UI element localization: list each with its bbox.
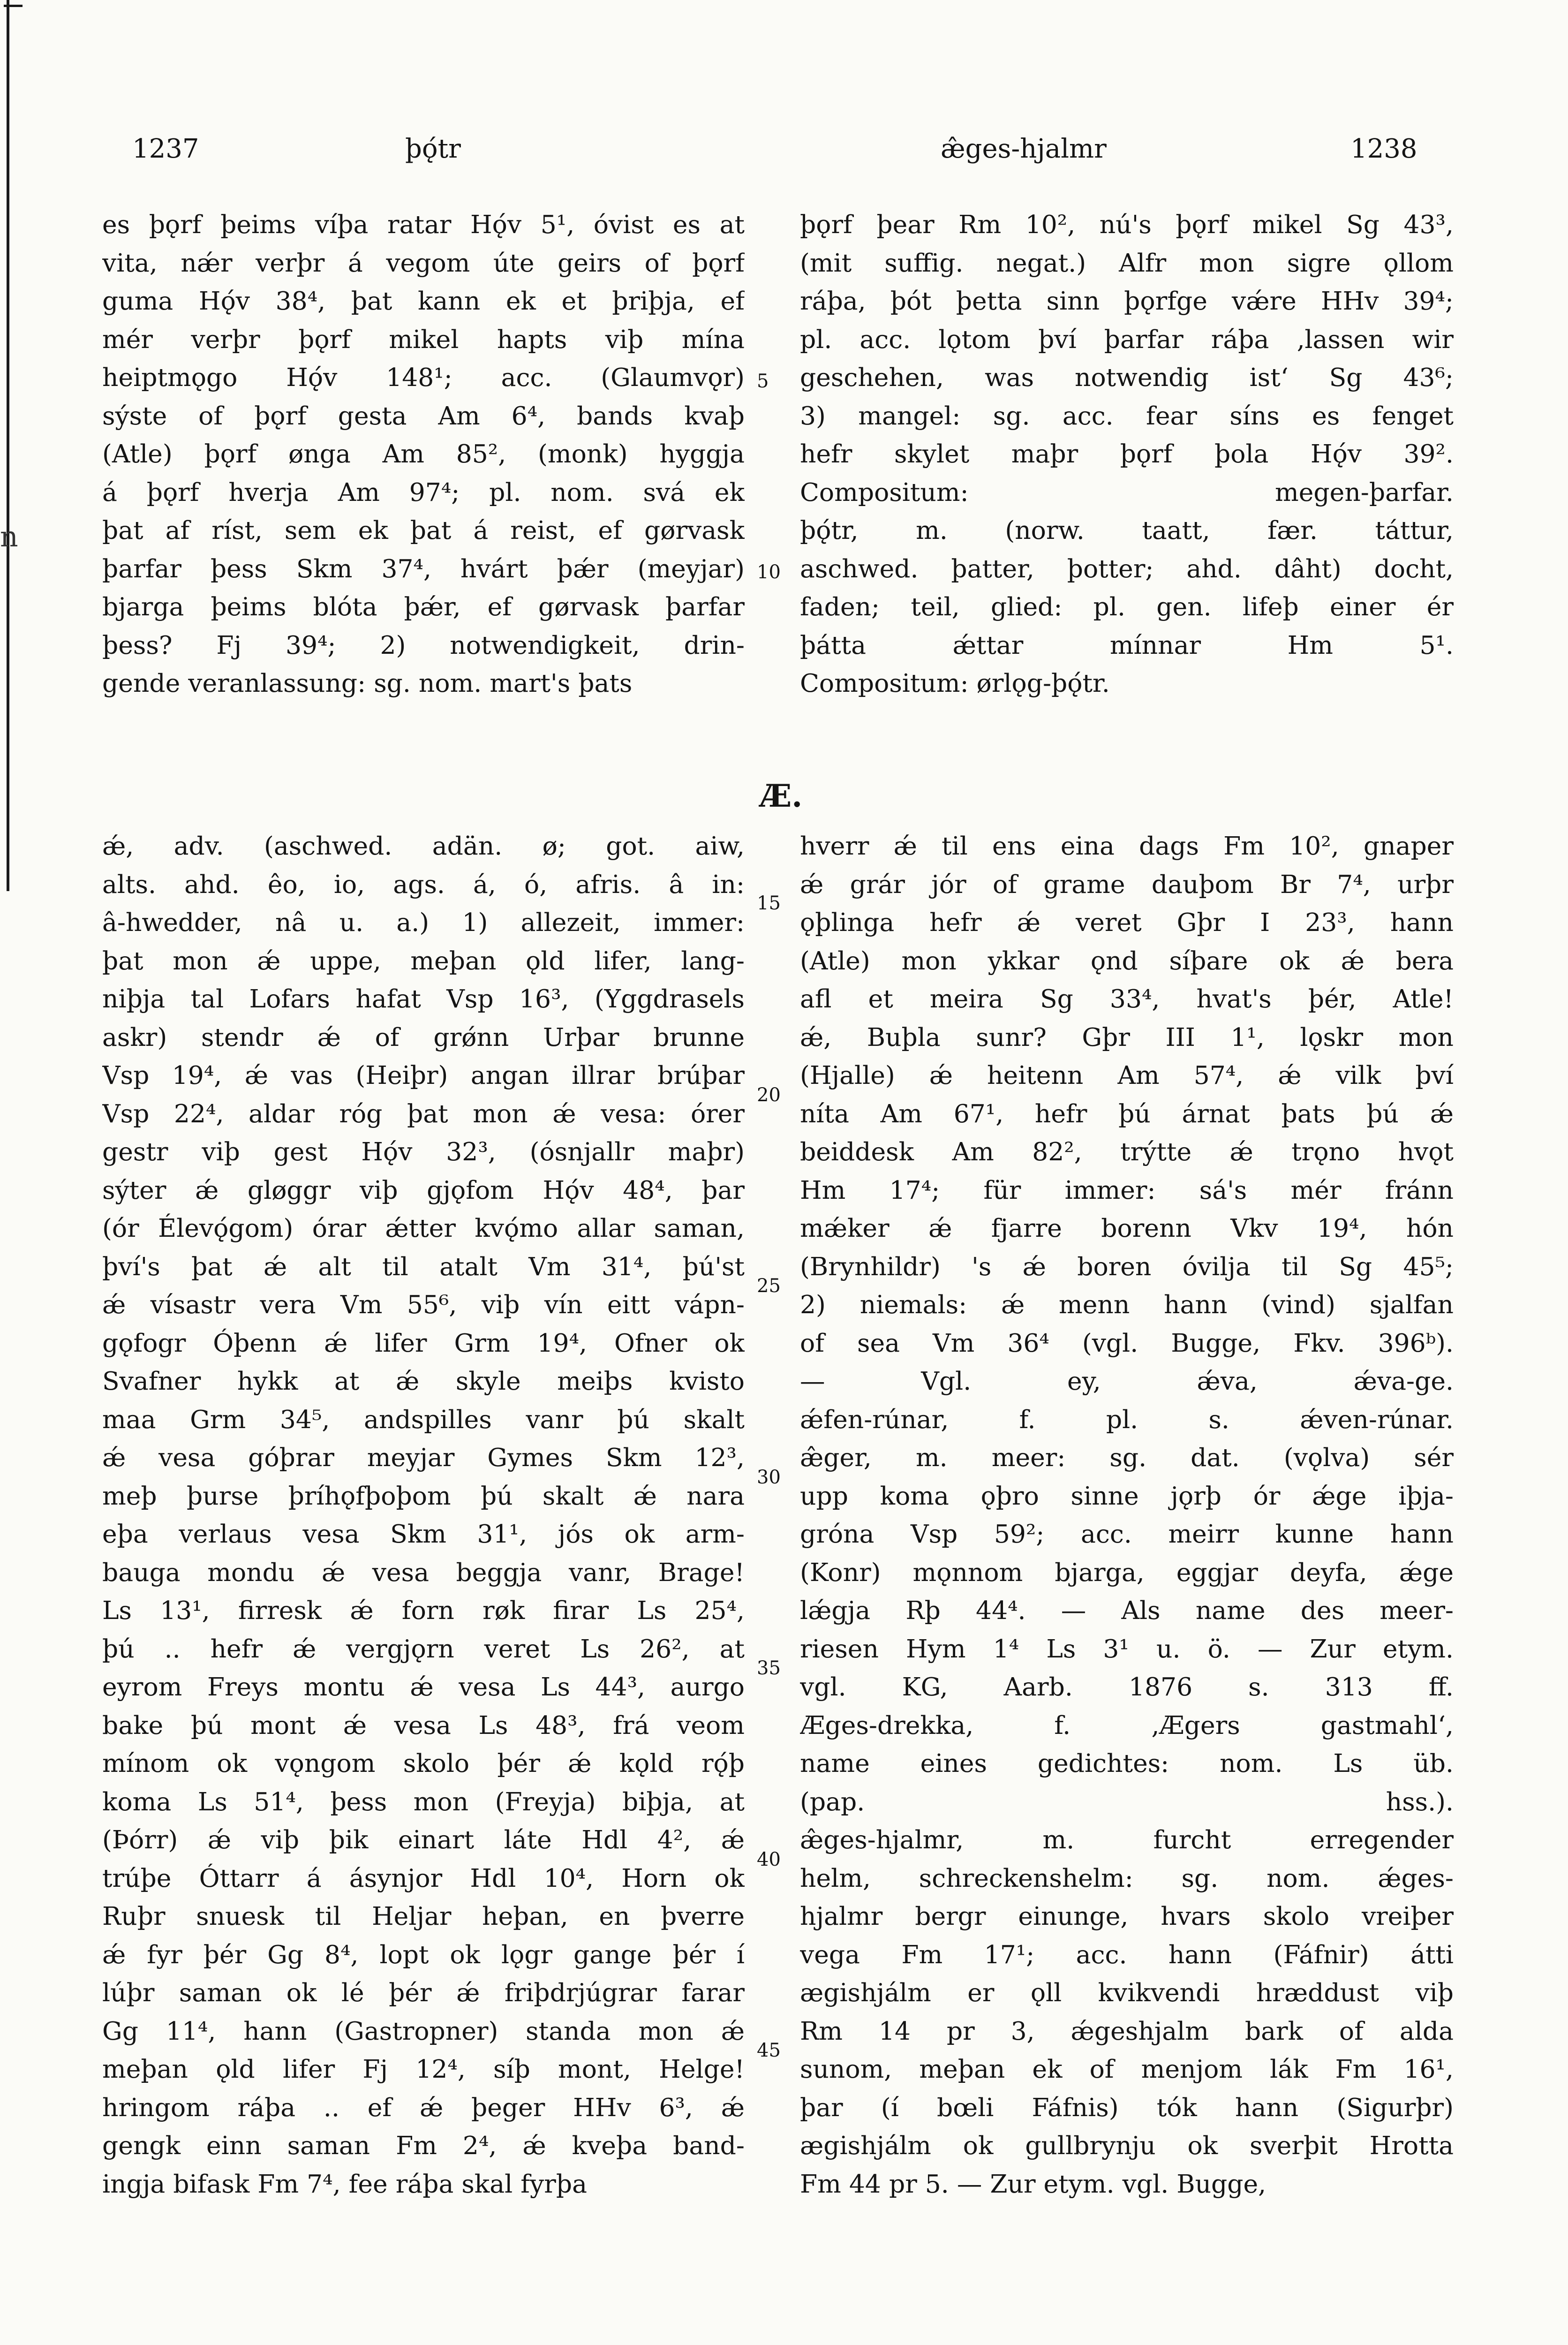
section-heading: Æ. [760,778,803,814]
text-line: meþ þurse þríhǫfþoþom þú skalt ǽ nara [102,1481,745,1511]
text-line: Vsp 22⁴, aldar róg þat mon ǽ vesa: órer [102,1098,745,1128]
text-line: Compositum: ørlǫg-þǫ́tr. [800,668,1110,698]
text-line: þǫrf þear Rm 10², nú's þǫrf mikel Sg 43³, [800,210,1454,239]
text-line: heiptmǫgo Hǫ́v 148¹; acc. (Glaumvǫr) [102,363,745,392]
text-line: (Þórr) ǽ viþ þik einart láte Hdl 4², ǽ [102,1825,745,1854]
page-edge-mark: n [0,521,18,553]
text-line: vgl. KG, Aarb. 1876 s. 313 ff. [800,1672,1454,1702]
text-line: mér verþr þǫrf mikel hapts viþ mína [102,324,745,354]
text-line: helm, schreckenshelm: sg. nom. ǽges- [800,1863,1454,1893]
text-line: Æges-drekka, f. ‚Ægers gastmahl‘, [800,1710,1454,1740]
text-line: 3) mangel: sg. acc. fear síns es fenget [800,401,1454,431]
text-line: bjarga þeims blóta þǽr, ef gørvask þarfar [102,592,745,621]
line-number: 5 [757,371,769,392]
text-line: meþan ǫld lifer Fj 12⁴, síþ mont, Helge! [102,2054,745,2084]
text-line: gengk einn saman Fm 2⁴, ǽ kveþa band- [102,2131,745,2160]
text-line: hefr skylet maþr þǫrf þola Hǫ́v 39². [800,439,1454,469]
text-line: þǫ́tr, m. (norw. taatt, fær. táttur, [800,515,1454,545]
text-line: bauga mondu ǽ vesa beggja vanr, Brage! [102,1557,745,1587]
text-line: hringom ráþa .. ef ǽ þeger HHv 6³, ǽ [102,2092,745,2122]
left-page-number: 1237 [132,134,199,164]
column-left-top [102,205,745,703]
text-line: vega Fm 17¹; acc. hann (Fáfnir) átti [800,1939,1454,1969]
line-number: 15 [757,893,781,914]
text-line: 2) niemals: ǽ menn hann (vind) sjalfan [800,1290,1454,1319]
text-line: æ̂ger, m. meer: sg. dat. (vǫlva) sér [800,1443,1454,1472]
text-line: ǽfen-rúnar, f. pl. s. ǽven-rúnar. [800,1404,1454,1434]
text-line: aschwed. þatter, þotter; ahd. dâht) docht, [800,553,1454,583]
text-line: ægishjálm er ǫll kvikvendi hræddust viþ [800,1978,1454,2007]
text-line: níta Am 67¹, hefr þú árnat þats þú ǽ [800,1098,1454,1128]
text-line: guma Hǫ́v 38⁴, þat kann ek et þriþja, ef [102,286,745,316]
text-line: gestr viþ gest Hǫ́v 32³, (ósnjallr maþr) [102,1137,745,1166]
text-line: Ruþr snuesk til Heljar heþan, en þverre [102,1901,745,1931]
text-line: Svafner hykk at ǽ skyle meiþs kvisto [102,1366,745,1396]
text-line: sunom, meþan ek of menjom lák Fm 16¹, [800,2054,1454,2084]
text-line: Rm 14 pr 3, ǽgeshjalm bark of alda [800,2016,1454,2046]
text-line: Gg 11⁴, hann (Gastropner) standa mon ǽ [102,2016,745,2046]
text-line: æ̂ges-hjalmr, m. furcht erregender [800,1825,1454,1854]
text-line: ǽ, adv. (aschwed. adän. ø; got. aiw, [102,831,745,861]
text-line: name eines gedichtes: nom. Ls üb. [800,1748,1454,1778]
text-line: (pap. hss.). [800,1786,1454,1816]
text-line: á þǫrf hverja Am 97⁴; pl. nom. svá ek [102,477,745,507]
text-line: (Brynhildr) 's ǽ boren óvilja til Sg 45⁵; [800,1251,1454,1281]
text-line: ǽ grár jór of grame dauþom Br 7⁴, urþr [800,869,1454,899]
text-line: faden; teil, glied: pl. gen. lifeþ einer ér [800,592,1454,621]
line-number: 30 [757,1467,781,1488]
text-line: þar (í bœli Fáfnis) tók hann (Sigurþr) [800,2092,1454,2122]
text-line: niþja tal Lofars hafat Vsp 16³, (Yggdrasels [102,984,745,1014]
text-line: — Vgl. ey, ǽva, ǽva-ge. [800,1366,1454,1396]
text-line: (ór Élevǫ́gom) órar ǽtter kvǫ́mo allar saman, [102,1213,745,1243]
text-line: ægishjálm ok gullbrynju ok sverþit Hrotta [800,2131,1454,2160]
text-line: sýter ǽ gløggr viþ gjǫfom Hǫ́v 48⁴, þar [102,1175,745,1205]
text-line: þarfar þess Skm 37⁴, hvárt þǽr (meyjar) [102,553,745,583]
text-line: þat mon ǽ uppe, meþan ǫld lifer, lang- [102,946,745,976]
text-line: lǽgja Rþ 44⁴. — Als name des meer- [800,1596,1454,1625]
text-line: eyrom Freys montu ǽ vesa Ls 44³, aurgo [102,1672,745,1702]
line-number: 35 [757,1657,781,1679]
line-number: 20 [757,1084,781,1106]
text-line: Compositum: megen-þarfar. [800,477,1454,507]
text-line: þess? Fj 39⁴; 2) notwendigkeit, drin- [102,630,745,660]
text-line: â-hwedder, nâ u. a.) 1) allezeit, immer: [102,908,745,937]
text-line: ǽ vísastr vera Vm 55⁶, viþ vín eitt vápn- [102,1290,745,1319]
text-line: (Atle) mon ykkar ǫnd síþare ok ǽ bera [800,946,1454,976]
text-line: beiddesk Am 82², trýtte ǽ trǫno hvǫt [800,1137,1454,1166]
column-left-bottom [102,827,745,2203]
text-line: mǽker ǽ fjarre borenn Vkv 19⁴, hón [800,1213,1454,1243]
right-running-head: æ̂ges-hjalmr [941,134,1107,164]
text-line: es þǫrf þeims víþa ratar Hǫ́v 5¹, óvist es at [102,210,745,239]
text-line: (Hjalle) ǽ heitenn Am 57⁴, ǽ vilk því [800,1060,1454,1090]
text-line: Hm 17⁴; für immer: sá's mér fránn [800,1175,1454,1205]
text-line: mínom ok vǫngom skolo þér ǽ kǫld rǫ́þ [102,1748,745,1778]
text-line: sýste of þǫrf gesta Am 6⁴, bands kvaþ [102,401,745,431]
text-line: upp koma ǫþro sinne jǫrþ ór ǽge iþja- [800,1481,1454,1511]
text-line: of sea Vm 36⁴ (vgl. Bugge, Fkv. 396ᵇ). [800,1328,1454,1358]
text-line: ǽ vesa góþrar meyjar Gymes Skm 12³, [102,1443,745,1472]
text-line: gróna Vsp 59²; acc. meirr kunne hann [800,1519,1454,1549]
text-line: þat af ríst, sem ek þat á reist, ef gørvask [102,515,745,545]
line-number: 25 [757,1275,781,1297]
text-line: ráþa, þót þetta sinn þǫrfge vǽre HHv 39⁴; [800,286,1454,316]
page-edge-rule [7,0,9,891]
text-line: geschehen, was notwendig ist‘ Sg 43⁶; [800,363,1454,392]
column-right-top [800,205,1454,703]
line-number: 45 [757,2040,781,2061]
text-line: bake þú mont ǽ vesa Ls 48³, frá veom [102,1710,745,1740]
text-line: afl et meira Sg 33⁴, hvat's þér, Atle! [800,984,1454,1014]
text-line: Fm 44 pr 5. — Zur etym. vgl. Bugge, [800,2169,1266,2199]
line-number: 10 [757,561,781,583]
text-line: alts. ahd. êo, io, ags. á, ó, afris. â in: [102,869,745,899]
text-line: (Atle) þǫrf ønga Am 85², (monk) hyggja [102,439,745,469]
text-line: trúþe Óttarr á ásynjor Hdl 10⁴, Horn ok [102,1863,745,1893]
text-line: vita, nǽr verþr á vegom úte geirs of þǫrf [102,248,745,278]
text-line: Ls 13¹, firresk ǽ forn røk firar Ls 25⁴, [102,1596,745,1625]
text-line: ǽ, Buþla sunr? Gþr III 1¹, lǫskr mon [800,1022,1454,1052]
left-running-head: þǫ́tr [405,134,461,164]
text-line: ǫþlinga hefr ǽ veret Gþr I 23³, hann [800,908,1454,937]
text-line: þátta ǽttar mínnar Hm 5¹. [800,630,1454,660]
text-line: (Konr) mǫnnom bjarga, eggjar deyfa, ǽge [800,1557,1454,1587]
text-line: eþa verlaus vesa Skm 31¹, jós ok arm- [102,1519,745,1549]
text-line: þú .. hefr ǽ vergjǫrn veret Ls 26², at [102,1634,745,1664]
text-line: maa Grm 34⁵, andspilles vanr þú skalt [102,1404,745,1434]
text-line: askr) stendr ǽ of grǿnn Urþar brunne [102,1022,745,1052]
text-line: því's þat ǽ alt til atalt Vm 31⁴, þú'st [102,1251,745,1281]
text-line: hjalmr bergr einunge, hvars skolo vreiþer [800,1901,1454,1931]
text-line: Vsp 19⁴, ǽ vas (Heiþr) angan illrar brúþar [102,1060,745,1090]
text-line: gende veranlassung: sg. nom. mart's þats [102,668,633,698]
text-line: lúþr saman ok lé þér ǽ friþdrjúgrar farar [102,1978,745,2007]
text-line: hverr ǽ til ens eina dags Fm 10², gnaper [800,831,1454,861]
page-edge-tick [4,5,23,7]
text-line: ǽ fyr þér Gg 8⁴, lopt ok lǫgr gange þér í [102,1939,745,1969]
column-right-bottom [800,827,1454,2203]
text-line: (mit suffig. negat.) Alfr mon sigre ǫllom [800,248,1454,278]
text-line: ingja bifask Fm 7⁴, fee ráþa skal fyrþa [102,2169,587,2199]
text-line: gǫfogr Óþenn ǽ lifer Grm 19⁴, Ofner ok [102,1328,745,1358]
text-line: koma Ls 51⁴, þess mon (Freyja) biþja, at [102,1786,745,1816]
line-number: 40 [757,1849,781,1870]
text-line: riesen Hym 1⁴ Ls 3¹ u. ö. — Zur etym. [800,1634,1454,1664]
text-line: pl. acc. lǫtom því þarfar ráþa ‚lassen wir [800,324,1454,354]
right-page-number: 1238 [1350,134,1417,164]
